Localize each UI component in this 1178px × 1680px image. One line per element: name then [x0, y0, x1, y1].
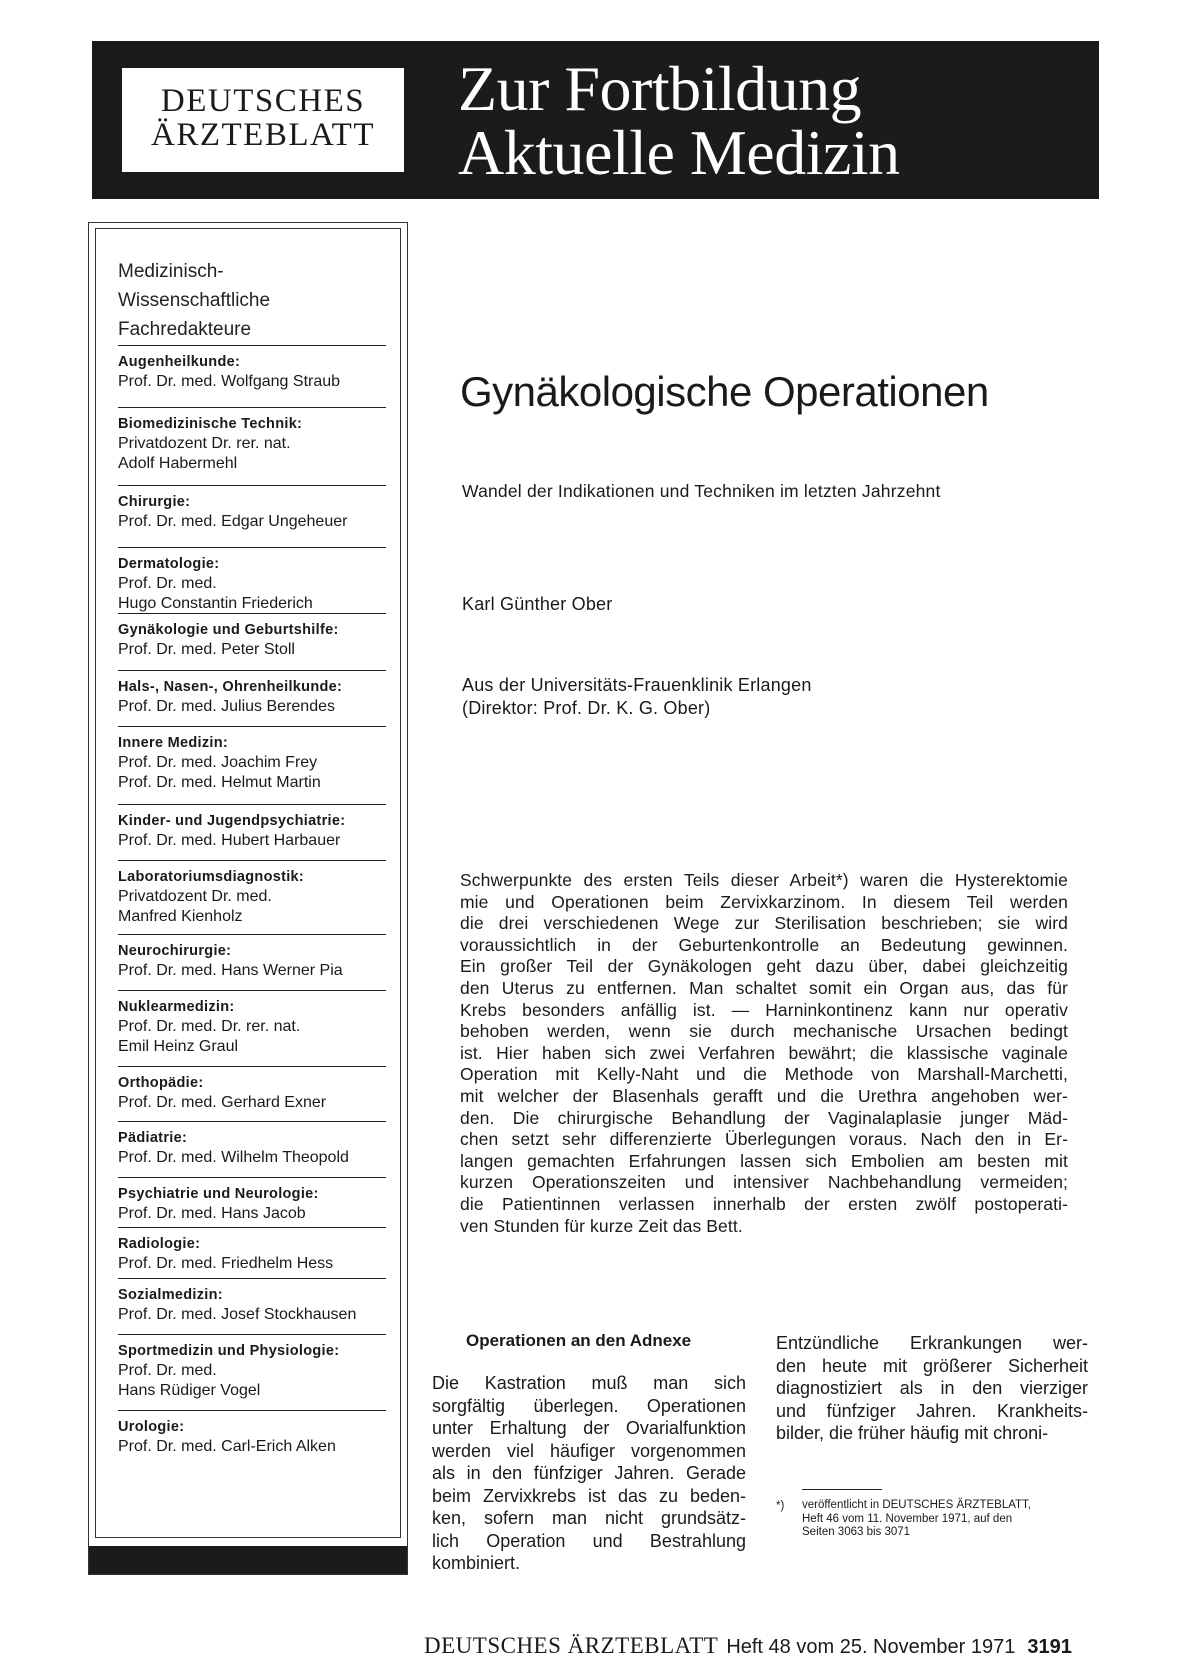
author-affiliation	[462, 674, 812, 720]
footnote-line: Heft 46 vom 11. November 1971, auf den	[802, 1512, 1013, 1525]
body-line: lich Operation und Bestrahlung	[432, 1530, 746, 1551]
editor-name: Manfred Kienholz	[118, 908, 243, 925]
section-divider	[118, 1278, 386, 1279]
sidebar-heading	[118, 257, 270, 344]
editor-section	[118, 1227, 386, 1274]
editor-name: Emil Heinz Graul	[118, 1038, 239, 1055]
body-line: und fünfziger Jahren. Krankheits-	[776, 1400, 1088, 1421]
abstract-line: ven Stunden für kurze Zeit das Bett.	[460, 1215, 743, 1236]
article-author: Karl Günther Ober	[462, 594, 613, 614]
editor-section	[118, 726, 386, 793]
abstract-line: mit welcher der Blasenhals gerafft und die Urethra angehoben wer-	[460, 1085, 1068, 1106]
footnote-line: veröffentlicht in DEUTSCHES ÄRZTEBLATT,	[802, 1499, 1032, 1511]
abstract-line: die Patientinnen verlassen innerhalb der ersten zwölf postoperati-	[460, 1193, 1068, 1214]
body-line: kombiniert.	[432, 1553, 521, 1573]
logo-line-1: DEUTSCHES	[160, 83, 366, 119]
body-line: beim Zervixkrebs ist das zu beden-	[432, 1485, 746, 1506]
editor-name: Prof. Dr. med. Joachim Frey	[118, 754, 318, 771]
editor-section	[118, 407, 386, 474]
editor-section	[118, 670, 386, 717]
body-line: ken, sofern man nicht grundsätz-	[432, 1508, 746, 1528]
editors-sidebar	[88, 222, 408, 1575]
specialty-label: Augenheilkunde:	[118, 354, 241, 370]
journal-logo	[122, 68, 404, 172]
section-divider	[118, 1177, 386, 1178]
editor-section	[118, 547, 386, 614]
abstract-line: langen gemachten Erfahrungen lassen sich Embolien am besten mit	[460, 1150, 1068, 1171]
editor-section	[118, 1121, 386, 1168]
specialty-label: Sportmedizin und Physiologie:	[118, 1343, 340, 1359]
section-divider	[118, 613, 386, 614]
section-divider	[118, 547, 386, 548]
section-divider	[118, 1066, 386, 1067]
abstract-line: voraussichtlich in der Geburtenkontrolle an Bedeutung gewinnen.	[460, 934, 1068, 955]
sidebar-heading-line: Fachredakteure	[118, 319, 252, 340]
editor-name: Privatdozent Dr. rer. nat.	[118, 435, 291, 452]
section-divider	[118, 670, 386, 671]
section-title-line-1: Zur Fortbildung	[458, 53, 862, 124]
section-divider	[118, 407, 386, 408]
abstract-line: chen setzt sehr differenzierte Überlegungen voraus. Nach den in Er-	[460, 1129, 1068, 1150]
body-line: unter Erhaltung der Ovarialfunktion	[432, 1418, 746, 1438]
specialty-label: Urologie:	[118, 1419, 185, 1435]
body-line: als in den fünfziger Jahren. Gerade	[432, 1463, 746, 1483]
affiliation-line: (Direktor: Prof. Dr. K. G. Ober)	[462, 698, 711, 718]
body-line: den heute mit größerer Sicherheit	[776, 1355, 1088, 1376]
editor-name: Prof. Dr. med. Julius Berendes	[118, 698, 335, 715]
editor-section	[118, 613, 386, 660]
editor-name: Prof. Dr. med. Friedhelm Hess	[118, 1255, 334, 1272]
specialty-label: Kinder- und Jugendpsychiatrie:	[118, 813, 346, 829]
editor-name: Hugo Constantin Friederich	[118, 595, 313, 612]
editor-name: Prof. Dr. med. Gerhard Exner	[118, 1094, 327, 1111]
editor-section	[118, 1066, 386, 1113]
section-divider	[118, 1121, 386, 1122]
section-divider	[118, 1410, 386, 1411]
specialty-label: Chirurgie:	[118, 494, 191, 510]
sidebar-heading-line: Medizinisch-	[118, 261, 224, 282]
footnote-marker: *)	[776, 1500, 785, 1512]
section-divider	[118, 934, 386, 935]
section-divider	[118, 860, 386, 861]
specialty-label: Pädiatrie:	[118, 1130, 188, 1146]
editor-name: Prof. Dr. med. Hubert Harbauer	[118, 832, 341, 849]
editor-name: Prof. Dr. med. Josef Stockhausen	[118, 1306, 357, 1323]
body-line: bilder, die früher häufig mit chroni-	[776, 1423, 1049, 1443]
specialty-label: Nuklearmedizin:	[118, 999, 235, 1015]
editor-section	[118, 990, 386, 1057]
editor-name: Prof. Dr. med. Wolfgang Straub	[118, 373, 341, 390]
article-abstract	[460, 870, 1068, 1237]
section-divider	[118, 990, 386, 991]
article-subtitle: Wandel der Indikationen und Techniken im letzten Jahrzehnt	[462, 481, 941, 501]
editor-section	[118, 1410, 386, 1457]
article-title: Gynäkologische Operationen	[460, 368, 989, 415]
page-footer	[424, 1634, 1072, 1659]
footnote	[802, 1499, 1088, 1540]
body-column-right	[776, 1332, 1088, 1445]
editors-sidebar-frame	[95, 228, 401, 1538]
editor-name: Prof. Dr. med. Hans Jacob	[118, 1205, 306, 1222]
sidebar-footer-bar	[89, 1546, 407, 1574]
specialty-label: Gynäkologie und Geburtshilfe:	[118, 622, 339, 638]
body-line: sorgfältig überlegen. Operationen	[432, 1395, 746, 1416]
abstract-line: Operation mit Kelly-Naht und die Methode von Marshall-Marchetti,	[460, 1064, 1068, 1085]
section-divider	[118, 1227, 386, 1228]
editor-name: Adolf Habermehl	[118, 455, 238, 472]
editor-name: Prof. Dr. med. Dr. rer. nat.	[118, 1018, 301, 1035]
specialty-label: Innere Medizin:	[118, 735, 229, 751]
abstract-line: den Uterus zu entfernen. Man schaltet somit ein Organ aus, das für	[460, 977, 1068, 998]
editor-name: Privatdozent Dr. med.	[118, 888, 272, 905]
page-number: 3191	[1027, 1636, 1072, 1658]
footnote-line: Seiten 3063 bis 3071	[802, 1526, 911, 1538]
editor-name: Prof. Dr. med.	[118, 575, 217, 592]
masthead	[92, 41, 1099, 199]
section-divider	[118, 1334, 386, 1335]
footnote-divider	[802, 1489, 882, 1490]
specialty-label: Biomedizinische Technik:	[118, 416, 303, 432]
editor-section	[118, 1177, 386, 1224]
abstract-line: die drei verschiedenen Wege zur Sterilisation beschrieben; sie wird	[460, 913, 1068, 934]
editor-name: Prof. Dr. med. Helmut Martin	[118, 774, 321, 791]
section-divider	[118, 345, 386, 346]
specialty-label: Hals-, Nasen-, Ohrenheilkunde:	[118, 679, 343, 695]
specialty-label: Dermatologie:	[118, 556, 220, 572]
abstract-line: Krebs besonders anfällig ist. — Harninkontinenz kann nur operativ	[460, 999, 1068, 1020]
specialty-label: Radiologie:	[118, 1236, 201, 1252]
abstract-line: mie und Operationen beim Zervixkarzinom. In diesem Teil werden	[460, 891, 1068, 912]
specialty-label: Sozialmedizin:	[118, 1287, 223, 1303]
section-divider	[118, 485, 386, 486]
editor-section	[118, 485, 386, 532]
editor-name: Prof. Dr. med. Wilhelm Theopold	[118, 1149, 349, 1166]
abstract-line: ist. Hier haben sich zwei Verfahren bewährt; die klassische vaginale	[460, 1042, 1068, 1063]
editor-section	[118, 1278, 386, 1325]
section-title	[458, 53, 900, 188]
specialty-label: Psychiatrie und Neurologie:	[118, 1186, 319, 1202]
abstract-line: kurzen Operationszeiten und intensiver Nachbehandlung vermeiden;	[460, 1172, 1068, 1193]
section-divider	[118, 726, 386, 727]
abstract-line: den. Die chirurgische Behandlung der Vaginalaplasie junger Mäd-	[460, 1107, 1068, 1128]
specialty-label: Neurochirurgie:	[118, 943, 232, 959]
body-line: Die Kastration muß man sich	[432, 1373, 746, 1393]
section-title-line-2: Aktuelle Medizin	[458, 117, 900, 188]
editor-section	[118, 345, 386, 392]
editor-section	[118, 1334, 386, 1401]
editor-name: Prof. Dr. med. Carl-Erich Alken	[118, 1438, 336, 1455]
footer-journal-name: DEUTSCHES ÄRZTEBLATT	[424, 1633, 719, 1658]
editor-section	[118, 804, 386, 851]
abstract-line: Ein großer Teil der Gynäkologen geht dazu über, dabei gleichzeitig	[460, 956, 1068, 977]
specialty-label: Orthopädie:	[118, 1075, 204, 1091]
body-line: diagnostiziert als in den vierziger	[776, 1378, 1088, 1398]
abstract-line: behoben werden, wenn sie durch mechanische Ursachen bedingt	[460, 1021, 1068, 1042]
editor-name: Hans Rüdiger Vogel	[118, 1382, 261, 1399]
body-column-left	[432, 1372, 746, 1575]
editor-name: Prof. Dr. med.	[118, 1362, 217, 1379]
section-heading: Operationen an den Adnexe	[466, 1331, 692, 1350]
sidebar-heading-line: Wissenschaftliche	[118, 290, 271, 311]
body-line: werden viel häufiger vorgenommen	[432, 1440, 746, 1461]
specialty-label: Laboratoriumsdiagnostik:	[118, 869, 305, 885]
body-line: Entzündliche Erkrankungen wer-	[776, 1333, 1088, 1353]
logo-line-2: ÄRZTEBLATT	[151, 117, 375, 153]
footer-issue: Heft 48 vom 25. November 1971	[726, 1636, 1016, 1658]
section-divider	[118, 804, 386, 805]
editor-section	[118, 860, 386, 927]
abstract-line: Schwerpunkte des ersten Teils dieser Arbeit*) waren die Hysterektomie	[460, 870, 1068, 890]
editor-name: Prof. Dr. med. Peter Stoll	[118, 641, 295, 658]
affiliation-line: Aus der Universitäts-Frauenklinik Erlangen	[462, 675, 812, 695]
editor-section	[118, 934, 386, 981]
editor-name: Prof. Dr. med. Edgar Ungeheuer	[118, 513, 348, 530]
editor-name: Prof. Dr. med. Hans Werner Pia	[118, 962, 343, 979]
